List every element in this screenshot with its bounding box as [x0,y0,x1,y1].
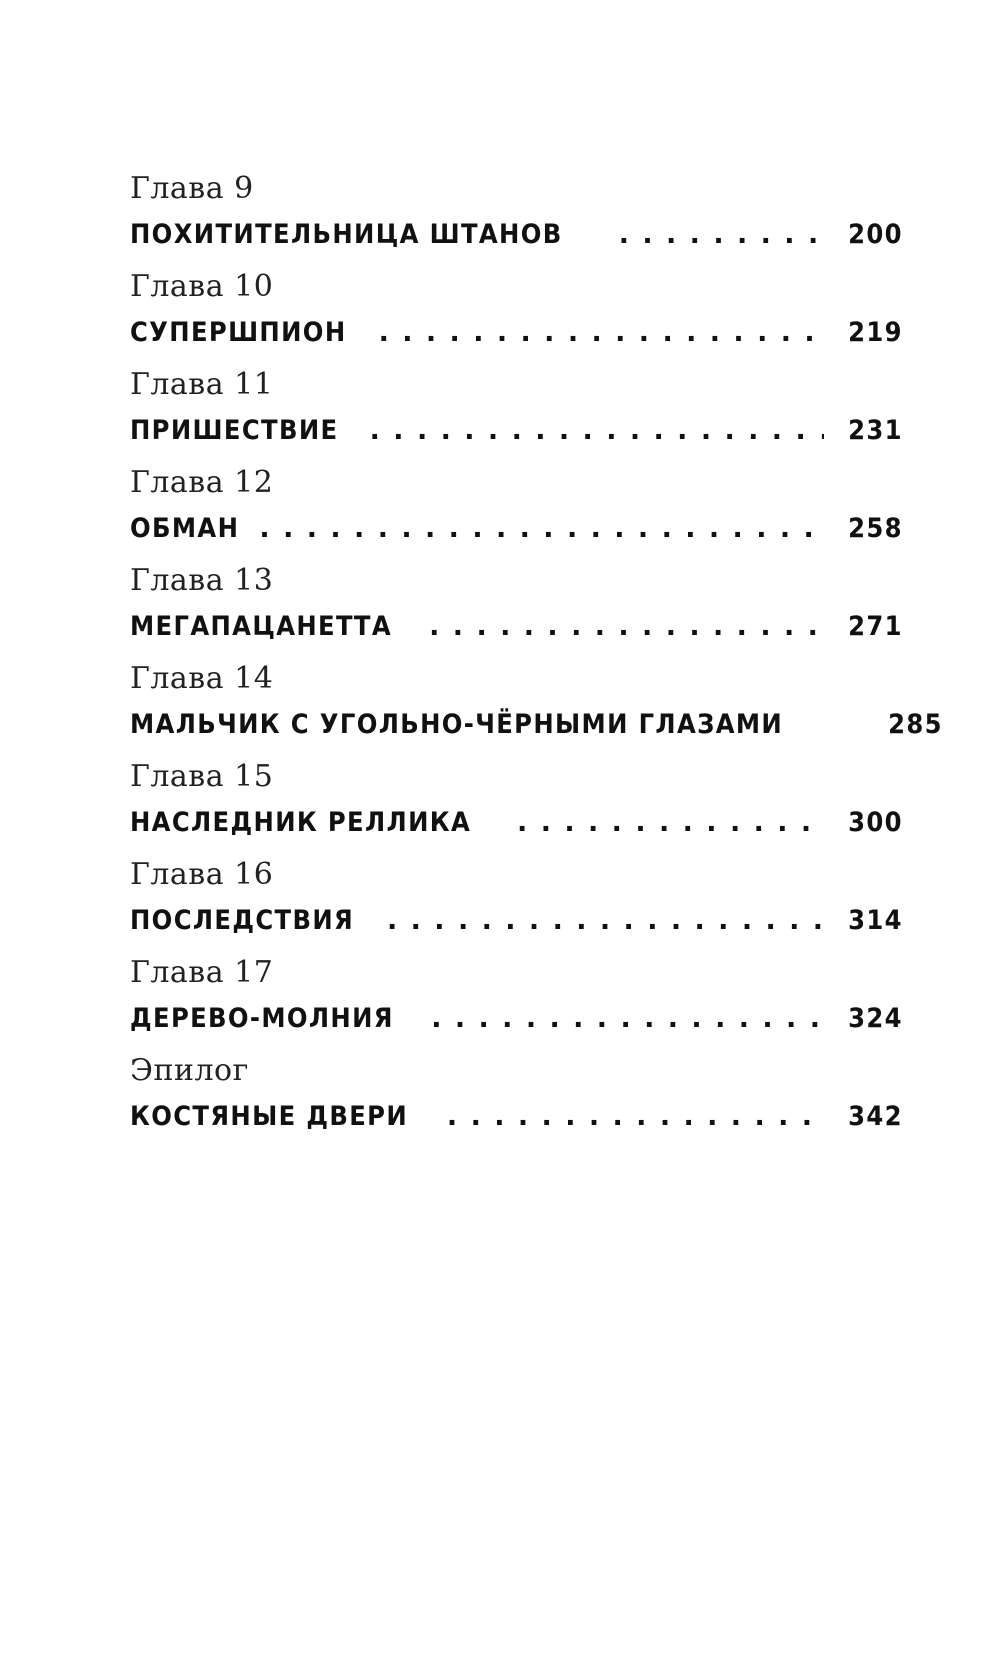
chapter-label: Глава 10 [130,269,274,304]
page-number: 200 [848,219,903,250]
page-number: 258 [848,513,903,544]
chapter-title: ОБМАН [130,513,240,544]
toc-title-row [130,994,903,1044]
toc-entry [130,758,903,856]
toc-entry [130,170,903,268]
dot-leader [370,406,824,456]
chapter-label: Глава 11 [130,367,274,402]
toc-entry [130,366,903,464]
toc-title-row [130,406,903,456]
page-number: 324 [848,1003,903,1034]
toc-title-row [130,308,903,358]
toc-title-row [130,504,903,554]
chapter-title: СУПЕРШПИОН [130,317,347,348]
chapter-label: Глава 9 [130,171,254,206]
dot-leader [387,896,824,946]
chapter-label: Глава 16 [130,857,274,892]
page-number: 342 [848,1101,903,1132]
toc-entry [130,562,903,660]
toc-entry [130,268,903,366]
chapter-title: ПОСЛЕДСТВИЯ [130,905,355,936]
dot-leader [517,798,824,848]
toc-entry [130,954,903,1052]
dot-leader [431,994,824,1044]
chapter-title: ПОХИТИТЕЛЬНИЦА ШТАНОВ [130,219,563,250]
page-number: 300 [848,807,903,838]
dot-leader [619,210,824,260]
chapter-title: ДЕРЕВО-МОЛНИЯ [130,1003,394,1034]
toc-entry [130,660,943,758]
page-number: 314 [848,905,903,936]
toc-title-row [130,896,903,946]
chapter-label: Глава 13 [130,563,274,598]
page-number: 271 [848,611,903,642]
chapter-title: НАСЛЕДНИК РЕЛЛИКА [130,807,472,838]
chapter-label: Глава 15 [130,759,274,794]
toc-entry [130,856,903,954]
dot-leader [447,1092,824,1142]
chapter-title: КОСТЯНЫЕ ДВЕРИ [130,1101,409,1132]
chapter-title: ПРИШЕСТВИЕ [130,415,339,446]
chapter-title: МАЛЬЧИК С УГОЛЬНО-ЧЁРНЫМИ ГЛАЗАМИ [130,709,784,740]
table-of-contents [130,170,943,1150]
dot-leader [429,602,824,652]
chapter-label: Эпилог [130,1053,249,1088]
toc-entry [130,1052,903,1150]
page-number: 231 [848,415,903,446]
toc-title-row [130,700,943,750]
toc-title-row [130,602,903,652]
toc-title-row [130,798,903,848]
page-number: 219 [848,317,903,348]
chapter-label: Глава 17 [130,955,274,990]
chapter-label: Глава 12 [130,465,274,500]
toc-entry [130,464,903,562]
dot-leader [379,308,825,358]
page-number: 285 [887,709,943,740]
chapter-title: МЕГАПАЦАНЕТТА [130,611,393,642]
dot-leader [259,504,824,554]
toc-title-row [130,1092,903,1142]
chapter-label: Глава 14 [130,661,274,696]
toc-title-row [130,210,903,260]
